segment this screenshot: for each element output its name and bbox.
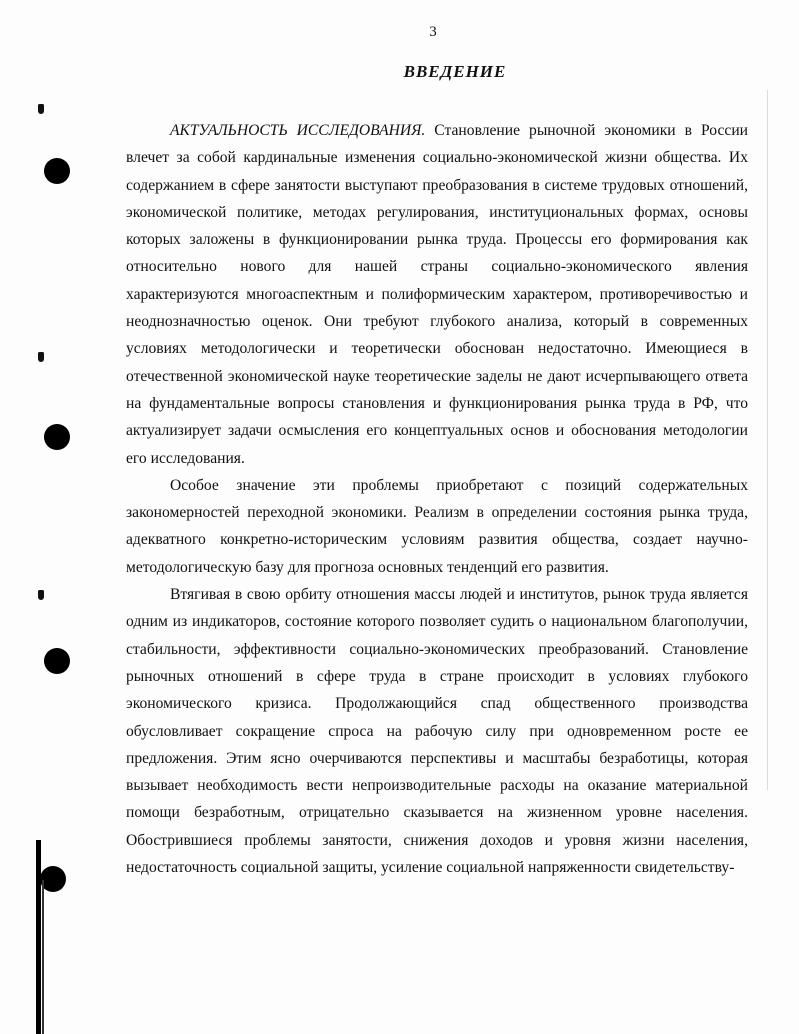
punch-hole: [44, 648, 70, 674]
scan-mark: [38, 590, 44, 600]
punch-hole: [44, 424, 70, 450]
paragraph-1: [126, 117, 748, 472]
paragraph-2: Особое значение эти проблемы приобретают с позиций содержательных закономерностей переходной экономики. Реализм в определении состояния рынка труда, адекватного конкретно-историческим условиям развития общества, создает научно-методологическую базу для прогноза основных тенденций его развития.: [126, 476, 748, 576]
scan-spine-edge: [42, 880, 44, 1034]
paragraph-1-lead: АКТУАЛЬНОСТЬ ИССЛЕДОВАНИЯ.: [170, 122, 426, 139]
paragraph-3: Втягивая в свою орбиту отношения массы людей и институтов, рынок труда является одним из индикаторов, состояние которого позволяет судить о национальном благополучии, стабильности, эффективности социально-экономических преобразований. Становление рыночных отношений в сфере труда в стране происходит в условиях глубокого экономического кризиса. Продолжающийся спад общественного производства обусловливает сокращение спроса на рабочую силу при одновременном росте ее предложения. Этим ясно очерчиваются перспективы и масштабы безработицы, которая вызывает необходимость вести непроизводительные расходы на оказание материальной помощи безработным, отрицательно сказывается на жизненном уровне населения. Обострившиеся проблемы занятости, снижения доходов и уровня жизни населения, недостаточность социальной защиты, усиление социальной напряженности свидетельству-: [126, 586, 748, 877]
scan-spine-edge: [36, 840, 41, 1034]
scan-page-edge: [767, 90, 768, 790]
page-number: 3: [429, 24, 437, 40]
scan-mark: [38, 104, 44, 114]
section-title: ВВЕДЕНИЕ: [403, 62, 507, 81]
body-text: [126, 117, 748, 881]
paragraph-1-text: Становление рыночной экономики в России влечет за собой кардинальные изменения социально-экономической жизни общества. Их содержанием в сфере занятости выступают преобразования в системе трудовых отношений, экономической политике, методах регулирования, институциональных формах, основы которых заложены в функционировании рынка труда. Процессы его формирования как относительно нового для нашей страны социально-экономического явления характеризуются многоаспектным и полиформическим характером, противоречивостью и неоднозначностью оценок. Они требуют глубокого анализа, который в современных условиях методологически и теоретически обоснован недостаточно. Имеющиеся в отечественной экономической науке теоретические заделы не дают исчерпывающего ответа на фундаментальные вопросы становления и функционирования рынка труда в РФ, что актуализирует задачи осмысления его концептуальных основ и обоснования методологии его исследования.: [126, 122, 749, 467]
punch-hole: [44, 158, 70, 184]
scan-mark: [38, 352, 44, 362]
